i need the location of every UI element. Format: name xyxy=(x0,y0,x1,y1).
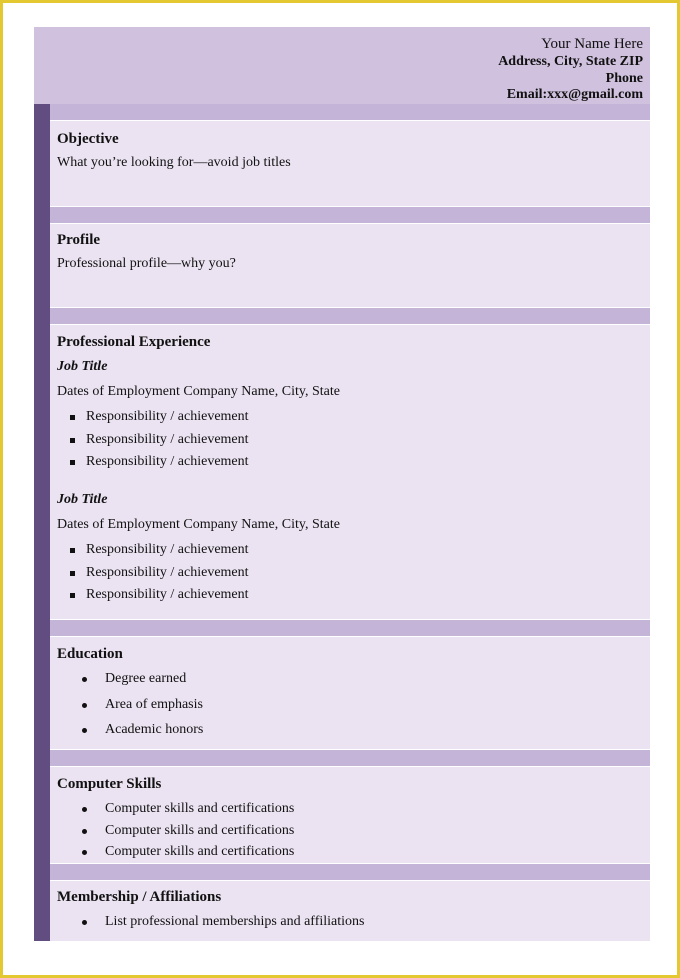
job-title: Job Title xyxy=(57,492,108,507)
header-email: Email:xxx@gmail.com xyxy=(506,87,643,102)
section-band xyxy=(50,104,650,120)
header-phone: Phone xyxy=(605,71,643,86)
section-band xyxy=(50,750,650,766)
section-band xyxy=(50,620,650,636)
membership-section xyxy=(50,881,650,941)
objective-heading: Objective xyxy=(57,131,119,147)
profile-text: Professional profile—why you? xyxy=(57,256,236,271)
skills-heading: Computer Skills xyxy=(57,776,162,792)
list-item: List professional memberships and affiliations xyxy=(105,914,365,929)
list-item: Degree earned xyxy=(105,671,187,686)
list-item: Responsibility / achievement xyxy=(86,454,249,469)
list-item: Responsibility / achievement xyxy=(86,587,249,602)
list-item: Responsibility / achievement xyxy=(86,409,249,424)
education-section xyxy=(50,637,650,749)
section-band xyxy=(50,864,650,880)
list-item: Responsibility / achievement xyxy=(86,542,249,557)
profile-heading: Profile xyxy=(57,232,101,248)
list-item: Responsibility / achievement xyxy=(86,565,249,580)
experience-heading: Professional Experience xyxy=(57,334,211,350)
header-name: Your Name Here xyxy=(541,36,643,52)
experience-section xyxy=(50,325,650,619)
list-item: Computer skills and certifications xyxy=(105,823,295,838)
skills-section xyxy=(50,767,650,863)
job-details: Dates of Employment Company Name, City, State xyxy=(57,384,340,399)
section-band xyxy=(50,207,650,223)
education-heading: Education xyxy=(57,646,123,662)
list-item: Computer skills and certifications xyxy=(105,844,295,859)
objective-section xyxy=(50,121,650,206)
list-item: Responsibility / achievement xyxy=(86,432,249,447)
resume-page xyxy=(34,27,650,941)
objective-text: What you’re looking for—avoid job titles xyxy=(57,155,291,170)
list-item: Computer skills and certifications xyxy=(105,801,295,816)
section-band xyxy=(50,308,650,324)
membership-heading: Membership / Affiliations xyxy=(57,889,222,905)
resume-header xyxy=(34,27,650,104)
sidebar-bar xyxy=(34,104,50,941)
list-item: Area of emphasis xyxy=(105,697,203,712)
profile-section xyxy=(50,224,650,307)
job-details: Dates of Employment Company Name, City, State xyxy=(57,517,340,532)
header-address: Address, City, State ZIP xyxy=(498,54,643,69)
list-item: Academic honors xyxy=(105,722,204,737)
job-title: Job Title xyxy=(57,359,108,374)
